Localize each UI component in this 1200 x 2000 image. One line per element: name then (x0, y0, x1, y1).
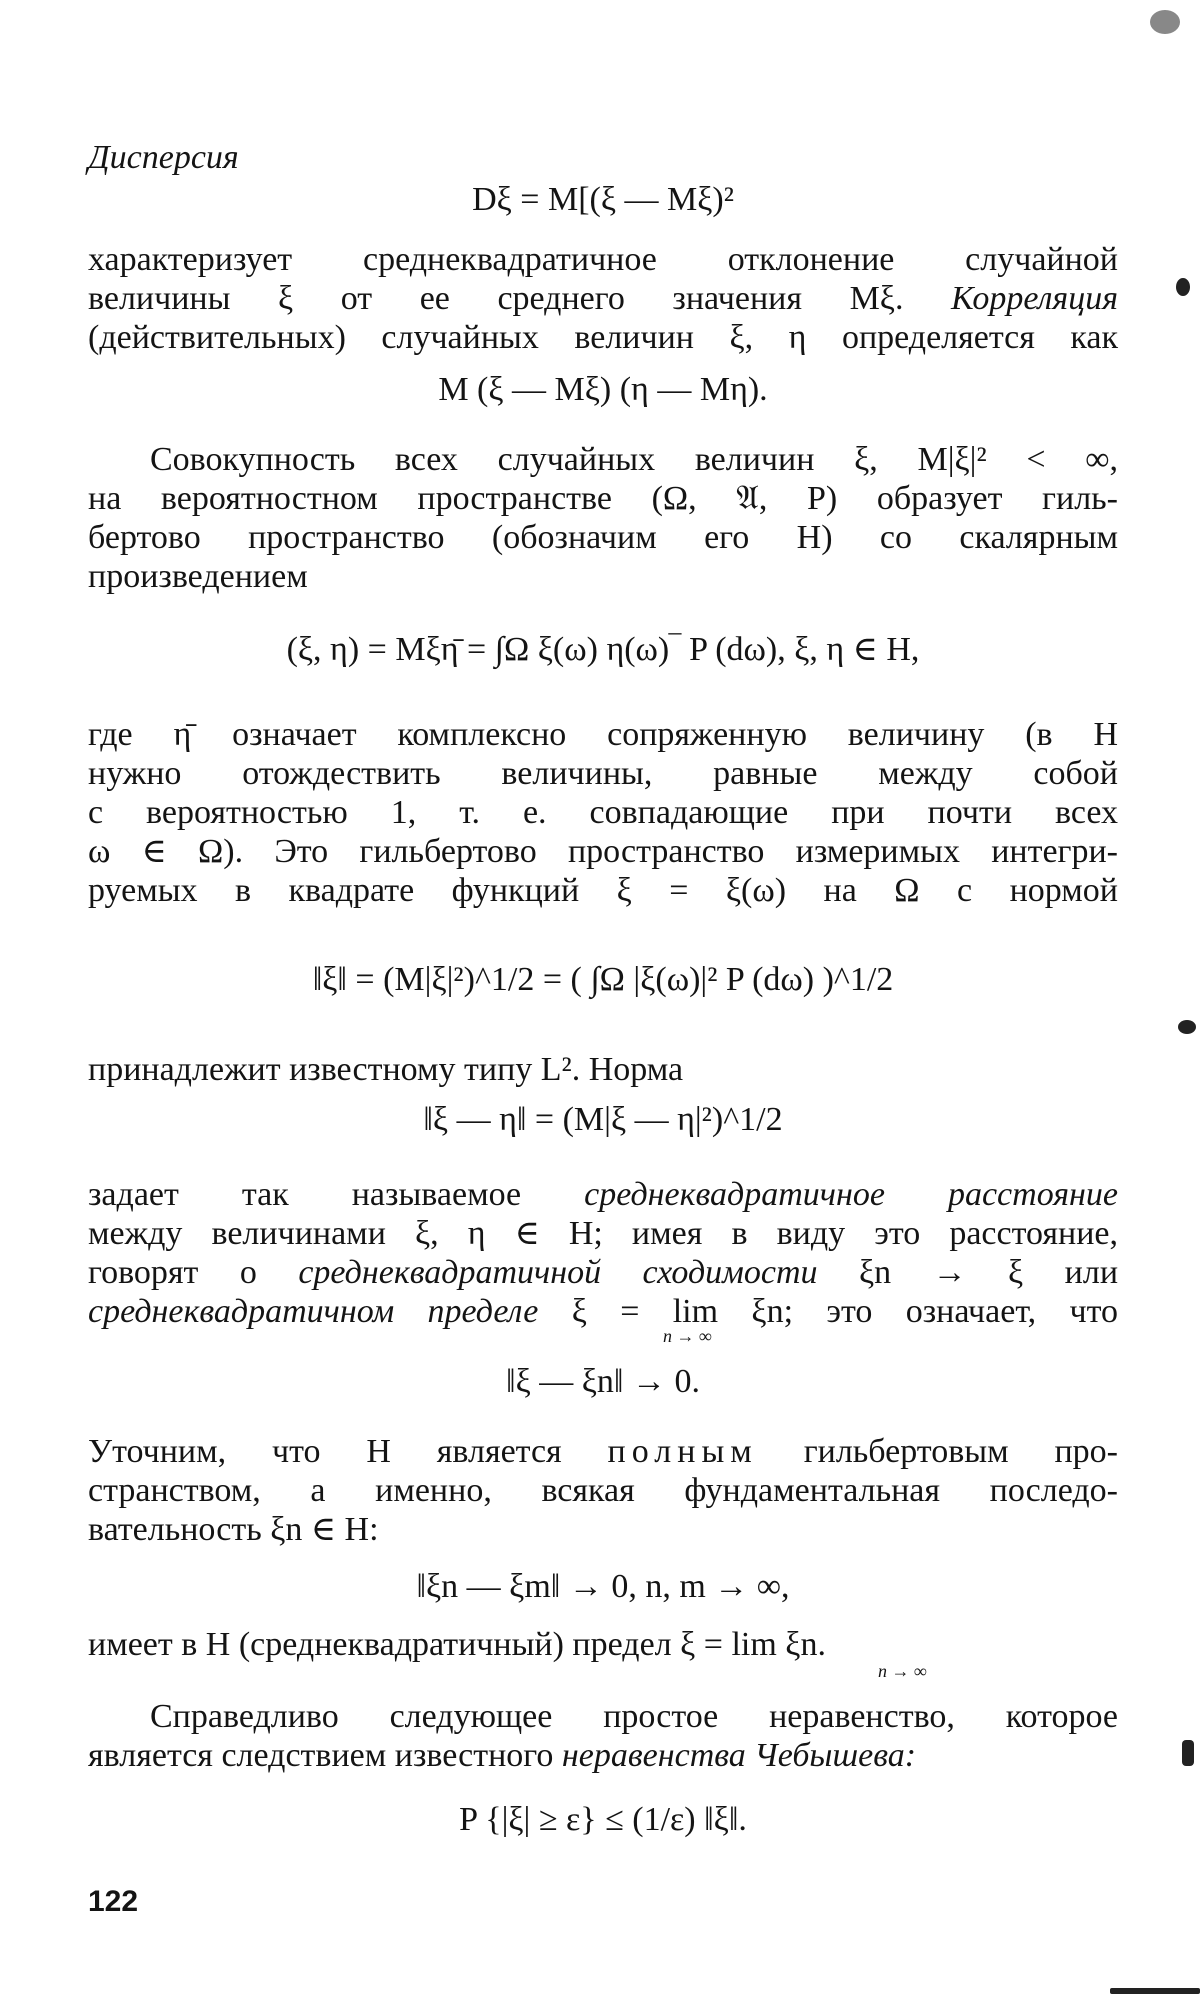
formula-scalar-product: (ξ, η) = Mξη̄ = ∫Ω ξ(ω) η(ω)‾ P (dω), ξ, η ∈ H, (286, 631, 920, 668)
text-line: нужно отождествить величины, равные между собой (88, 755, 1118, 792)
scan-speck (1178, 1020, 1196, 1034)
text-line: с вероятностью 1, т. е. совпадающие при почти всех (88, 794, 1118, 831)
scan-speck (1182, 1740, 1194, 1766)
scan-speck (1176, 278, 1190, 296)
text-line: Уточним, что H является полным гильбертовым про- (88, 1433, 1118, 1470)
term-complete: полным (607, 1433, 758, 1470)
term-mean-square-distance: среднеквадратичное расстояние (584, 1176, 1119, 1213)
text-line: величины ξ от ее среднего значения Mξ. Корреляция (88, 280, 1119, 317)
text-line: Совокупность всех случайных величин ξ, M|ξ|² < ∞, (150, 441, 1118, 478)
text-line: характеризует среднеквадратичное отклонение случайной (88, 241, 1118, 278)
formula-variance: Dξ = M[(ξ — Mξ)² (472, 181, 734, 218)
formula-convergence: ‖ξ — ξn‖ → 0. (506, 1363, 700, 1400)
formula-cauchy: ‖ξn — ξm‖ → 0, n, m → ∞, (416, 1568, 790, 1605)
text-line: на вероятностном пространстве (Ω, 𝔄, P) образует гиль- (88, 480, 1118, 517)
text-line: является следствием известного неравенства Чебышева: (88, 1737, 917, 1774)
text-line: среднеквадратичном пределе ξ = lim ξn; это означает, что (88, 1293, 1118, 1330)
term-mean-square-limit: среднеквадратичном пределе (88, 1293, 539, 1330)
text-line: где η̄ означает комплексно сопряженную величину (в H (88, 716, 1118, 753)
text-line: имеет в H (среднеквадратичный) предел ξ = lim ξn. (88, 1626, 826, 1663)
scan-speck (1110, 1988, 1200, 1994)
formula-chebyshev: P {|ξ| ≥ ε} ≤ (1/ε) ‖ξ‖. (459, 1801, 747, 1838)
heading-dispersion: Дисперсия (88, 139, 239, 176)
formula-correlation: M (ξ — Mξ) (η — Mη). (438, 371, 768, 408)
formula-norm: ‖ξ‖ = (M|ξ|²)^1/2 = ( ∫Ω |ξ(ω)|² P (dω) )^1/2 (312, 961, 894, 998)
text-line: произведением (88, 558, 308, 595)
text-line: Справедливо следующее простое неравенство, которое (150, 1698, 1118, 1735)
limit-subscript: n → ∞ (878, 1661, 927, 1681)
text-line: между величинами ξ, η ∈ H; имея в виду это расстояние, (88, 1215, 1118, 1252)
text-line: вательность ξn ∈ H: (88, 1511, 379, 1548)
limit-subscript: n → ∞ (663, 1326, 712, 1346)
book-page (88, 0, 1118, 2000)
scan-speck (1150, 10, 1180, 34)
text-line: руемых в квадрате функций ξ = ξ(ω) на Ω с нормой (88, 872, 1118, 909)
text-line: задает так называемое среднеквадратичное расстояние (88, 1176, 1119, 1213)
text-line: ω ∈ Ω). Это гильбертово пространство измеримых интегри- (88, 833, 1118, 870)
formula-distance: ‖ξ — η‖ = (M|ξ — η|²)^1/2 (423, 1101, 783, 1138)
term-chebyshev-inequality: неравенства Чебышева: (561, 1737, 917, 1774)
text-line: (действительных) случайных величин ξ, η определяется как (88, 319, 1118, 356)
page-number: 122 (88, 1885, 139, 1918)
text-line: бертово пространство (обозначим его H) со скалярным (88, 519, 1118, 556)
term-correlation: Корреляция (951, 280, 1119, 317)
text-line: принадлежит известному типу L². Норма (88, 1051, 684, 1088)
text-line: странством, а именно, всякая фундаментальная последо- (88, 1472, 1118, 1509)
term-mean-square-convergence: среднеквадратичной сходимости (298, 1254, 818, 1291)
text-line: говорят о среднеквадратичной сходимости ξn → ξ или (88, 1254, 1119, 1291)
